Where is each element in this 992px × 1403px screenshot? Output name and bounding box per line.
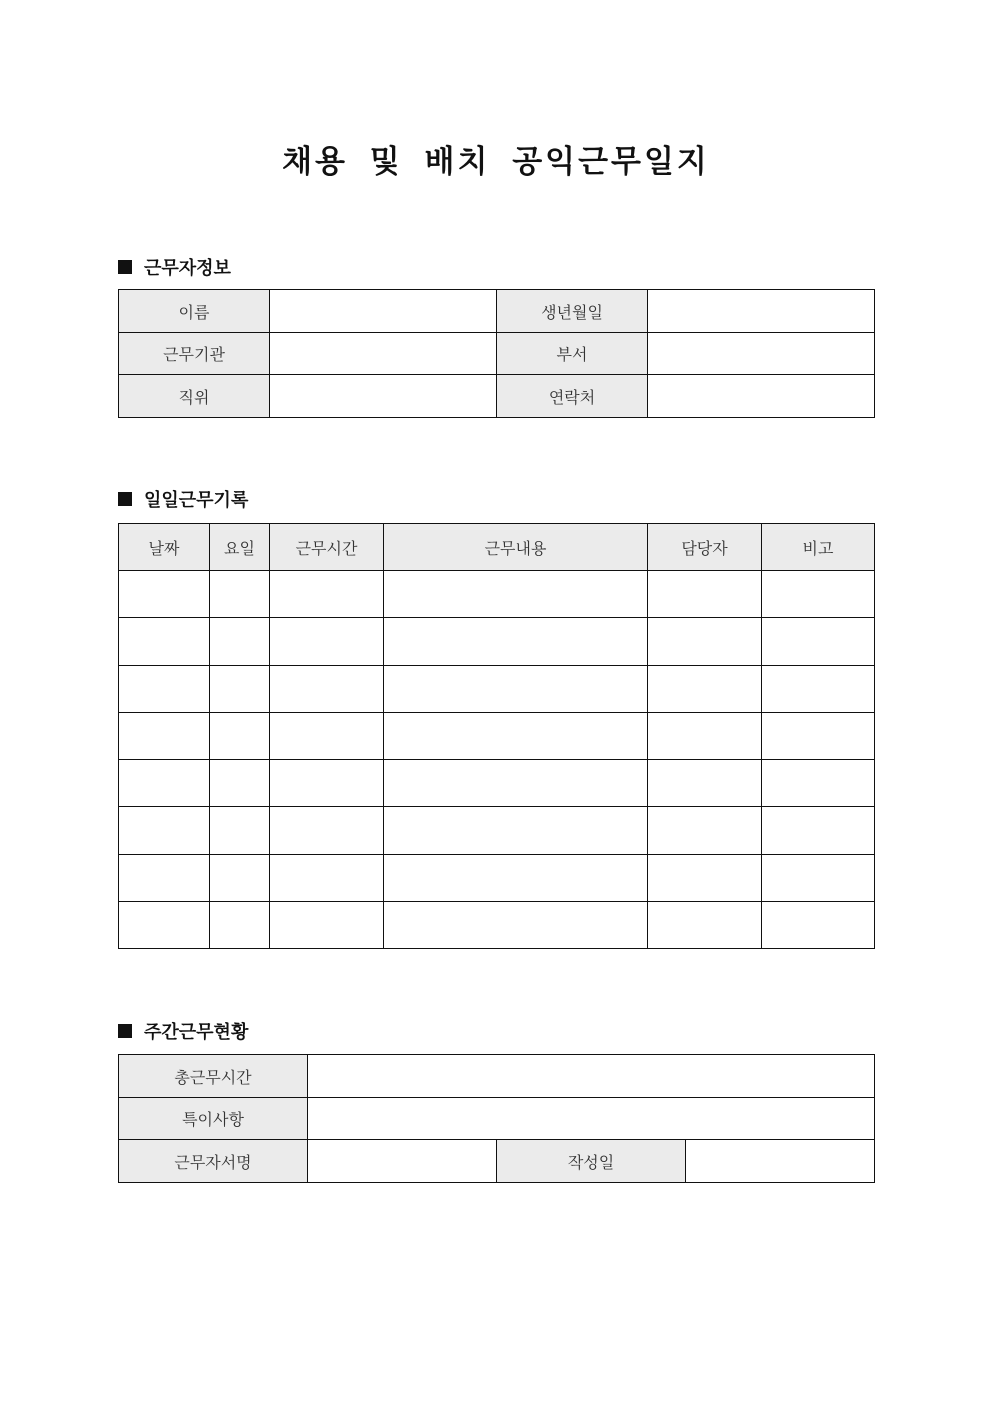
section-heading-worker-info	[118, 254, 231, 280]
remarks-cell[interactable]	[762, 666, 875, 713]
section-heading-daily-log	[118, 486, 248, 512]
remarks-cell[interactable]	[762, 571, 875, 618]
work-details-cell[interactable]	[384, 807, 648, 855]
column-header-remarks: 비고	[762, 524, 875, 571]
name-label: 이름	[119, 290, 270, 333]
table-row	[119, 618, 875, 666]
date-cell[interactable]	[119, 618, 210, 666]
total-hours-field[interactable]	[308, 1055, 875, 1098]
supervisor-cell[interactable]	[648, 618, 762, 666]
column-header-work-hours: 근무시간	[270, 524, 384, 571]
supervisor-cell[interactable]	[648, 713, 762, 760]
contact-field[interactable]	[648, 375, 875, 418]
weekday-cell[interactable]	[210, 713, 270, 760]
weekday-cell[interactable]	[210, 571, 270, 618]
table-row	[119, 666, 875, 713]
contact-label: 연락처	[497, 375, 648, 418]
remarks-cell[interactable]	[762, 713, 875, 760]
work-details-cell[interactable]	[384, 902, 648, 949]
work-hours-cell[interactable]	[270, 713, 384, 760]
table-row	[119, 1055, 875, 1098]
weekday-cell[interactable]	[210, 807, 270, 855]
supervisor-cell[interactable]	[648, 760, 762, 807]
worker-info-table	[118, 289, 875, 418]
remarks-label: 특이사항	[119, 1098, 308, 1140]
remarks-cell[interactable]	[762, 760, 875, 807]
signature-label: 근무자서명	[119, 1140, 308, 1183]
remarks-cell[interactable]	[762, 618, 875, 666]
work-details-cell[interactable]	[384, 571, 648, 618]
supervisor-cell[interactable]	[648, 807, 762, 855]
work-hours-cell[interactable]	[270, 855, 384, 902]
square-bullet-icon	[118, 1024, 132, 1038]
signature-field[interactable]	[308, 1140, 497, 1183]
work-hours-cell[interactable]	[270, 618, 384, 666]
weekly-summary-table	[118, 1054, 875, 1183]
date-cell[interactable]	[119, 760, 210, 807]
work-details-cell[interactable]	[384, 855, 648, 902]
date-cell[interactable]	[119, 855, 210, 902]
section-heading-weekly-summary	[118, 1018, 248, 1044]
supervisor-cell[interactable]	[648, 902, 762, 949]
table-row	[119, 807, 875, 855]
section-title: 일일근무기록	[144, 490, 249, 511]
remarks-cell[interactable]	[762, 855, 875, 902]
name-field[interactable]	[270, 290, 497, 333]
section-title: 주간근무현황	[144, 1022, 249, 1043]
work-hours-cell[interactable]	[270, 666, 384, 713]
table-row	[119, 290, 875, 333]
date-cell[interactable]	[119, 902, 210, 949]
document-title: 채용 및 배치 공익근무일지	[282, 144, 710, 180]
table-row	[119, 375, 875, 418]
column-header-supervisor: 담당자	[648, 524, 762, 571]
section-title: 근무자정보	[144, 258, 231, 279]
written-date-label: 작성일	[497, 1140, 686, 1183]
weekday-cell[interactable]	[210, 902, 270, 949]
supervisor-cell[interactable]	[648, 666, 762, 713]
supervisor-cell[interactable]	[648, 571, 762, 618]
remarks-cell[interactable]	[762, 807, 875, 855]
weekday-cell[interactable]	[210, 618, 270, 666]
date-cell[interactable]	[119, 807, 210, 855]
workplace-field[interactable]	[270, 333, 497, 375]
weekday-cell[interactable]	[210, 666, 270, 713]
birthdate-label: 생년월일	[497, 290, 648, 333]
work-details-cell[interactable]	[384, 666, 648, 713]
table-row	[119, 1098, 875, 1140]
weekday-cell[interactable]	[210, 760, 270, 807]
date-cell[interactable]	[119, 713, 210, 760]
square-bullet-icon	[118, 492, 132, 506]
table-row	[119, 1140, 875, 1183]
table-header-row	[119, 524, 875, 571]
square-bullet-icon	[118, 260, 132, 274]
written-date-field[interactable]	[686, 1140, 875, 1183]
work-details-cell[interactable]	[384, 760, 648, 807]
birthdate-field[interactable]	[648, 290, 875, 333]
work-hours-cell[interactable]	[270, 902, 384, 949]
work-details-cell[interactable]	[384, 618, 648, 666]
table-row	[119, 713, 875, 760]
table-row	[119, 333, 875, 375]
remarks-cell[interactable]	[762, 902, 875, 949]
date-cell[interactable]	[119, 666, 210, 713]
work-hours-cell[interactable]	[270, 571, 384, 618]
total-hours-label: 총근무시간	[119, 1055, 308, 1098]
table-row	[119, 760, 875, 807]
table-row	[119, 571, 875, 618]
remarks-field[interactable]	[308, 1098, 875, 1140]
column-header-work-details: 근무내용	[384, 524, 648, 571]
department-label: 부서	[497, 333, 648, 375]
work-details-cell[interactable]	[384, 713, 648, 760]
table-row	[119, 855, 875, 902]
weekday-cell[interactable]	[210, 855, 270, 902]
daily-log-table	[118, 523, 875, 949]
supervisor-cell[interactable]	[648, 855, 762, 902]
position-label: 직위	[119, 375, 270, 418]
department-field[interactable]	[648, 333, 875, 375]
workplace-label: 근무기관	[119, 333, 270, 375]
column-header-date: 날짜	[119, 524, 210, 571]
column-header-weekday: 요일	[210, 524, 270, 571]
work-hours-cell[interactable]	[270, 760, 384, 807]
work-hours-cell[interactable]	[270, 807, 384, 855]
date-cell[interactable]	[119, 571, 210, 618]
table-row	[119, 902, 875, 949]
position-field[interactable]	[270, 375, 497, 418]
